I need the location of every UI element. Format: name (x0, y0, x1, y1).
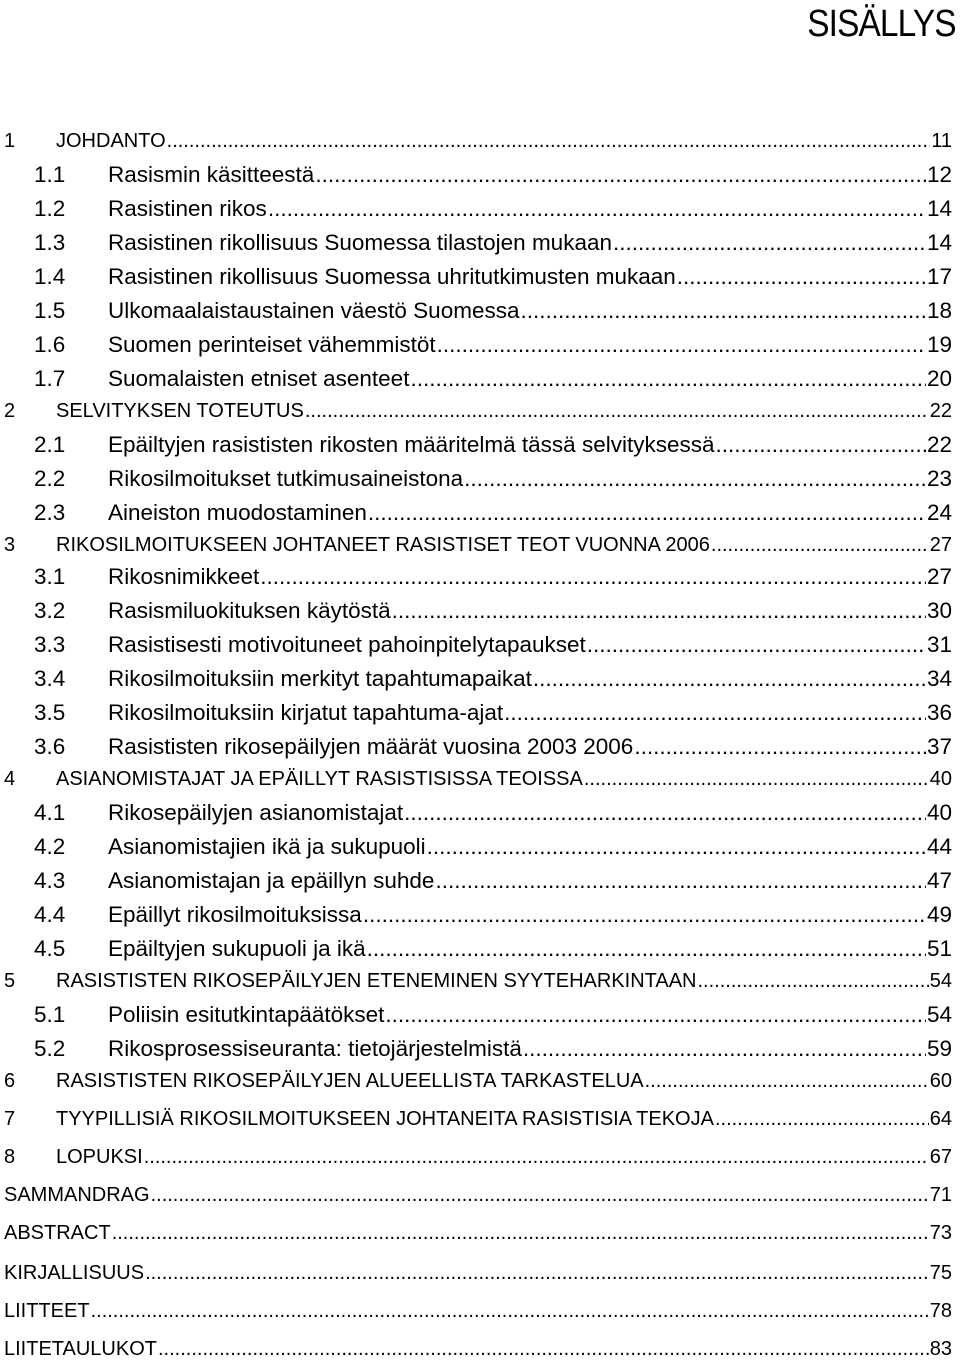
toc-entry-label: Rasististen rikosepäilyjen määrät vuosina 2003 2006 (108, 734, 634, 759)
dot-leader (315, 161, 926, 189)
toc-entry-label: Rikosnimikkeet (108, 564, 260, 589)
dot-leader (435, 867, 926, 895)
dot-leader (363, 901, 926, 929)
toc-entry-number: 1.6 (34, 332, 66, 357)
toc-entry-page: 14 (926, 196, 952, 221)
toc-entry-page: 73 (929, 1222, 952, 1244)
toc-entry-number: 1.4 (34, 264, 66, 289)
toc-entry-number: 6 (4, 1070, 16, 1092)
toc-entry-number: 3.5 (34, 700, 66, 725)
toc-entry-page: 64 (929, 1108, 952, 1130)
dot-leader (584, 765, 929, 793)
toc-entry-page: 54 (926, 1002, 952, 1027)
toc-entry[interactable] (4, 631, 952, 659)
toc-entry-label: Rikosilmoituksiin kirjatut tapahtuma-ajat (108, 700, 504, 725)
toc-entry[interactable] (4, 901, 952, 929)
toc-entry-label: Rasistinen rikollisuus Suomessa tilastojen mukaan (108, 230, 612, 255)
toc-entry[interactable] (4, 127, 952, 155)
toc-entry-label: LIITETAULUKOT (4, 1338, 157, 1360)
toc-entry-label: Rasismin käsitteestä (108, 162, 315, 187)
toc-entry-page: 47 (926, 868, 952, 893)
toc-entry-page: 71 (929, 1184, 952, 1206)
toc-entry[interactable] (4, 229, 952, 257)
toc-entry-number: 3.4 (34, 666, 66, 691)
toc-entry-page: 36 (926, 700, 952, 725)
toc-entry-label: JOHDANTO (56, 130, 166, 152)
toc-entry[interactable] (4, 331, 952, 359)
toc-entry-number: 4.4 (34, 902, 66, 927)
dot-leader (645, 1067, 929, 1095)
toc-entry-number: 3 (4, 534, 16, 556)
dot-leader (715, 1105, 929, 1133)
dot-leader (385, 1001, 926, 1029)
toc-entry-page: 75 (929, 1262, 952, 1284)
toc-entry-label: Asianomistajan ja epäillyn suhde (108, 868, 435, 893)
toc-entry-label: Epäiltyjen sukupuoli ja ikä (108, 936, 366, 961)
toc-entry-page: 67 (929, 1146, 952, 1168)
dot-leader (523, 1035, 926, 1063)
toc-entry-page: 23 (926, 466, 952, 491)
dot-leader (711, 531, 929, 559)
toc-entry-page: 34 (926, 666, 952, 691)
toc-entry-label: RASISTISTEN RIKOSEPÄILYJEN ALUEELLISTA TARKASTELUA (56, 1070, 644, 1092)
toc-entry-label: ASIANOMISTAJAT JA EPÄILLYT RASISTISISSA TEOISSA (56, 768, 583, 790)
dot-leader (715, 431, 925, 459)
toc-entry[interactable] (4, 465, 952, 493)
toc-entry-number: 1.7 (34, 366, 66, 391)
toc-entry[interactable] (4, 1259, 952, 1287)
toc-entry-label: LIITTEET (4, 1300, 90, 1322)
dot-leader (504, 699, 926, 727)
toc-entry-number: 4.3 (34, 868, 66, 893)
dot-leader (367, 935, 926, 963)
toc-entry-page: 22 (929, 400, 952, 422)
toc-entry-number: 5.1 (34, 1002, 66, 1027)
dot-leader (368, 499, 926, 527)
toc-entry-label: Rasismiluokituksen käytöstä (108, 598, 391, 623)
toc-entry-page: 17 (926, 264, 952, 289)
dot-leader (268, 195, 926, 223)
toc-entry-page: 51 (926, 936, 952, 961)
toc-entry-label: Rasistisesti motivoituneet pahoinpitelytapaukset (108, 632, 586, 657)
toc-entry-page: 14 (926, 230, 952, 255)
dot-leader (112, 1219, 929, 1247)
toc-entry[interactable] (4, 195, 952, 223)
toc-entry[interactable] (4, 867, 952, 895)
dot-leader (587, 631, 926, 659)
dot-leader (464, 465, 926, 493)
toc-entry-number: 4 (4, 768, 16, 790)
toc-entry-number: 4.5 (34, 936, 66, 961)
toc-entry-label: LOPUKSI (56, 1146, 143, 1168)
toc-entry-label: KIRJALLISUUS (4, 1262, 145, 1284)
toc-entry-page: 27 (926, 564, 952, 589)
toc-entry-label: Rikosepäilyjen asianomistajat (108, 800, 404, 825)
toc-entry-number: 3.2 (34, 598, 66, 623)
toc-entry-label: Rikosilmoituksiin merkityt tapahtumapaikat (108, 666, 532, 691)
toc-entry-page: 83 (929, 1338, 952, 1360)
toc-entry[interactable] (4, 431, 952, 459)
toc-entry-label: Epäillyt rikosilmoituksissa (108, 902, 362, 927)
toc-entry-page: 59 (926, 1036, 952, 1061)
toc-entry-label: Suomen perinteiset vähemmistöt (108, 332, 436, 357)
toc-entry-label: Rikosprosessiseuranta: tietojärjestelmistä (108, 1036, 522, 1061)
toc-entry-number: 2 (4, 400, 16, 422)
dot-leader (613, 229, 926, 257)
toc-entry[interactable] (4, 1105, 952, 1133)
toc-entry-label: Rikosilmoitukset tutkimusaineistona (108, 466, 464, 491)
toc-entry-number: 1.1 (34, 162, 66, 187)
dot-leader (533, 665, 926, 693)
dot-leader (634, 733, 926, 761)
toc-entry-number: 4.1 (34, 800, 66, 825)
toc-entry[interactable] (4, 297, 952, 325)
toc-entry[interactable] (4, 1181, 952, 1209)
toc-entry[interactable] (4, 531, 952, 559)
toc-entry[interactable] (4, 967, 952, 995)
toc-entry[interactable] (4, 833, 952, 861)
toc-entry[interactable] (4, 263, 952, 291)
toc-entry-page: 78 (929, 1300, 952, 1322)
toc-entry-label: RIKOSILMOITUKSEEN JOHTANEET RASISTISET TEOT VUONNA 2006 (56, 534, 710, 556)
dot-leader (167, 127, 931, 155)
dot-leader (404, 799, 926, 827)
toc-entry-label: Asianomistajien ikä ja sukupuoli (108, 834, 426, 859)
toc-entry[interactable] (4, 765, 952, 793)
toc-entry[interactable] (4, 1335, 952, 1363)
toc-entry-page: 37 (926, 734, 952, 759)
dot-leader (427, 833, 926, 861)
toc-entry[interactable] (4, 799, 952, 827)
dot-leader (392, 597, 926, 625)
page-title: SISÄLLYS (807, 3, 956, 45)
toc-entry-page: 18 (926, 298, 952, 323)
toc-entry-number: 1.5 (34, 298, 66, 323)
dot-leader (698, 967, 929, 995)
toc-entry[interactable] (4, 365, 952, 393)
toc-entry[interactable] (4, 699, 952, 727)
toc-entry-page: 31 (926, 632, 952, 657)
dot-leader (158, 1335, 929, 1363)
toc-entry[interactable] (4, 597, 952, 625)
toc-entry-label: SAMMANDRAG (4, 1184, 150, 1206)
toc-entry-page: 49 (926, 902, 952, 927)
toc-entry-page: 40 (926, 800, 952, 825)
toc-entry[interactable] (4, 1143, 952, 1171)
toc-entry[interactable] (4, 665, 952, 693)
toc-entry[interactable] (4, 161, 952, 189)
dot-leader (145, 1259, 929, 1287)
toc-entry-page: 24 (926, 500, 952, 525)
toc-entry-number: 4.2 (34, 834, 66, 859)
dot-leader (144, 1143, 929, 1171)
toc-entry[interactable] (4, 1219, 952, 1247)
toc-entry[interactable] (4, 1035, 952, 1063)
dot-leader (91, 1297, 929, 1325)
toc-entry-number: 3.1 (34, 564, 66, 589)
toc-entry-label: Epäiltyjen rasististen rikosten määritelmä tässä selvityksessä (108, 432, 715, 457)
dot-leader (305, 397, 929, 425)
dot-leader (410, 365, 926, 393)
toc-entry-number: 5.2 (34, 1036, 66, 1061)
toc-entry-page: 12 (926, 162, 952, 187)
dot-leader (677, 263, 926, 291)
toc-entry-page: 27 (929, 534, 952, 556)
toc-entry-label: Rasistinen rikollisuus Suomessa uhritutkimusten mukaan (108, 264, 676, 289)
toc-entry-number: 7 (4, 1108, 16, 1130)
toc-entry-page: 44 (926, 834, 952, 859)
toc-entry-page: 19 (926, 332, 952, 357)
toc-entry-page: 40 (929, 768, 952, 790)
dot-leader (437, 331, 926, 359)
toc-entry-page: 11 (931, 130, 952, 152)
toc-entry-page: 54 (929, 970, 952, 992)
toc-entry-label: Aineiston muodostaminen (108, 500, 367, 525)
toc-entry-label: Poliisin esitutkintapäätökset (108, 1002, 385, 1027)
toc-entry-number: 2.2 (34, 466, 66, 491)
toc-entry-label: ABSTRACT (4, 1222, 111, 1244)
toc-entry[interactable] (4, 1297, 952, 1325)
toc-entry-page: 20 (926, 366, 952, 391)
toc-entry-number: 2.3 (34, 500, 66, 525)
toc-entry[interactable] (4, 1067, 952, 1095)
toc-entry-number: 2.1 (34, 432, 66, 457)
dot-leader (151, 1181, 929, 1209)
toc-entry-number: 1 (4, 130, 16, 152)
toc-entry-label: SELVITYKSEN TOTEUTUS (56, 400, 304, 422)
toc-entry[interactable] (4, 563, 952, 591)
toc-entry[interactable] (4, 935, 952, 963)
dot-leader (520, 297, 925, 325)
toc-entry-label: TYYPILLISIÄ RIKOSILMOITUKSEEN JOHTANEITA RASISTISIA TEKOJA (56, 1108, 714, 1130)
toc-entry-label: Ulkomaalaistaustainen väestö Suomessa (108, 298, 520, 323)
toc-entry[interactable] (4, 397, 952, 425)
toc-entry[interactable] (4, 733, 952, 761)
toc-entry-number: 1.2 (34, 196, 66, 221)
toc-entry-label: Rasistinen rikos (108, 196, 267, 221)
toc-entry-page: 30 (926, 598, 952, 623)
toc-entry-number: 5 (4, 970, 16, 992)
toc-entry[interactable] (4, 1001, 952, 1029)
toc-entry-number: 1.3 (34, 230, 66, 255)
toc-entry-page: 22 (926, 432, 952, 457)
toc-entry-number: 8 (4, 1146, 16, 1168)
toc-entry-label: RASISTISTEN RIKOSEPÄILYJEN ETENEMINEN SYYTEHARKINTAAN (56, 970, 697, 992)
toc-entry-page: 60 (929, 1070, 952, 1092)
toc-entry-number: 3.3 (34, 632, 66, 657)
toc-entry[interactable] (4, 499, 952, 527)
toc-entry-number: 3.6 (34, 734, 66, 759)
toc-entry-label: Suomalaisten etniset asenteet (108, 366, 410, 391)
dot-leader (260, 563, 926, 591)
